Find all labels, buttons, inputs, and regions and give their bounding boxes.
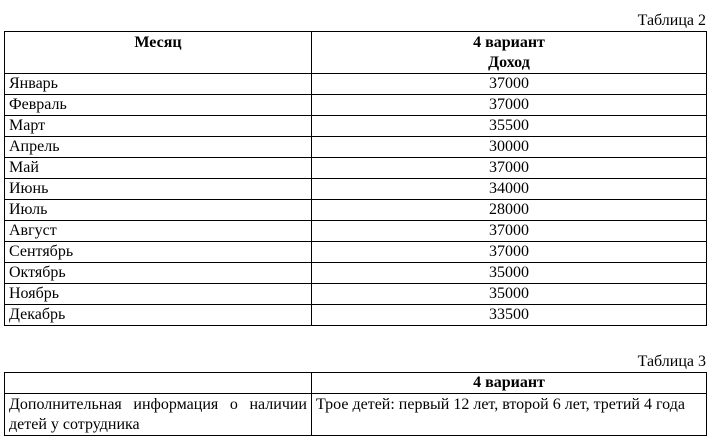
table-row: [5, 305, 707, 326]
income-label: Доход: [488, 54, 530, 71]
month-cell: Февраль: [5, 95, 312, 116]
children-info-table: [4, 372, 707, 436]
table-row: [5, 394, 707, 436]
month-column-header: Месяц: [5, 32, 312, 74]
month-cell: Сентябрь: [5, 242, 312, 263]
income-cell: 34000: [312, 179, 707, 200]
income-column-header: [312, 32, 707, 74]
table-row: [5, 74, 707, 95]
table-row: [5, 137, 707, 158]
table-row: [5, 242, 707, 263]
month-cell: Январь: [5, 74, 312, 95]
income-cell: 28000: [312, 200, 707, 221]
month-cell: Декабрь: [5, 305, 312, 326]
month-cell: Октябрь: [5, 263, 312, 284]
empty-header-cell: [5, 373, 312, 394]
income-table-header-row: [5, 32, 707, 74]
table-row: [5, 95, 707, 116]
month-cell: Март: [5, 116, 312, 137]
month-cell: Апрель: [5, 137, 312, 158]
month-cell: Июнь: [5, 179, 312, 200]
children-table-header-row: [5, 373, 707, 394]
income-cell: 35500: [312, 116, 707, 137]
income-cell: 37000: [312, 242, 707, 263]
month-cell: Август: [5, 221, 312, 242]
variant-column-header: 4 вариант: [312, 373, 707, 394]
table-row: [5, 200, 707, 221]
table-row: [5, 263, 707, 284]
table-row: [5, 179, 707, 200]
table2-caption: Таблица 2: [637, 12, 706, 29]
income-cell: 35000: [312, 284, 707, 305]
info-label-cell: Дополнительная информация о наличии детей у сотрудника: [5, 394, 312, 436]
month-cell: Июль: [5, 200, 312, 221]
income-cell: 30000: [312, 137, 707, 158]
table-row: [5, 221, 707, 242]
table3-caption: Таблица 3: [637, 353, 706, 370]
income-cell: 37000: [312, 74, 707, 95]
income-table: [4, 31, 707, 326]
income-cell: 37000: [312, 95, 707, 116]
month-cell: Ноябрь: [5, 284, 312, 305]
info-value-cell: Трое детей: первый 12 лет, второй 6 лет, третий 4 года: [312, 394, 707, 436]
income-cell: 37000: [312, 221, 707, 242]
table-row: [5, 284, 707, 305]
variant-label: 4 вариант: [473, 34, 545, 51]
income-cell: 37000: [312, 158, 707, 179]
month-cell: Май: [5, 158, 312, 179]
table-row: [5, 158, 707, 179]
income-cell: 35000: [312, 263, 707, 284]
income-cell: 33500: [312, 305, 707, 326]
table-row: [5, 116, 707, 137]
